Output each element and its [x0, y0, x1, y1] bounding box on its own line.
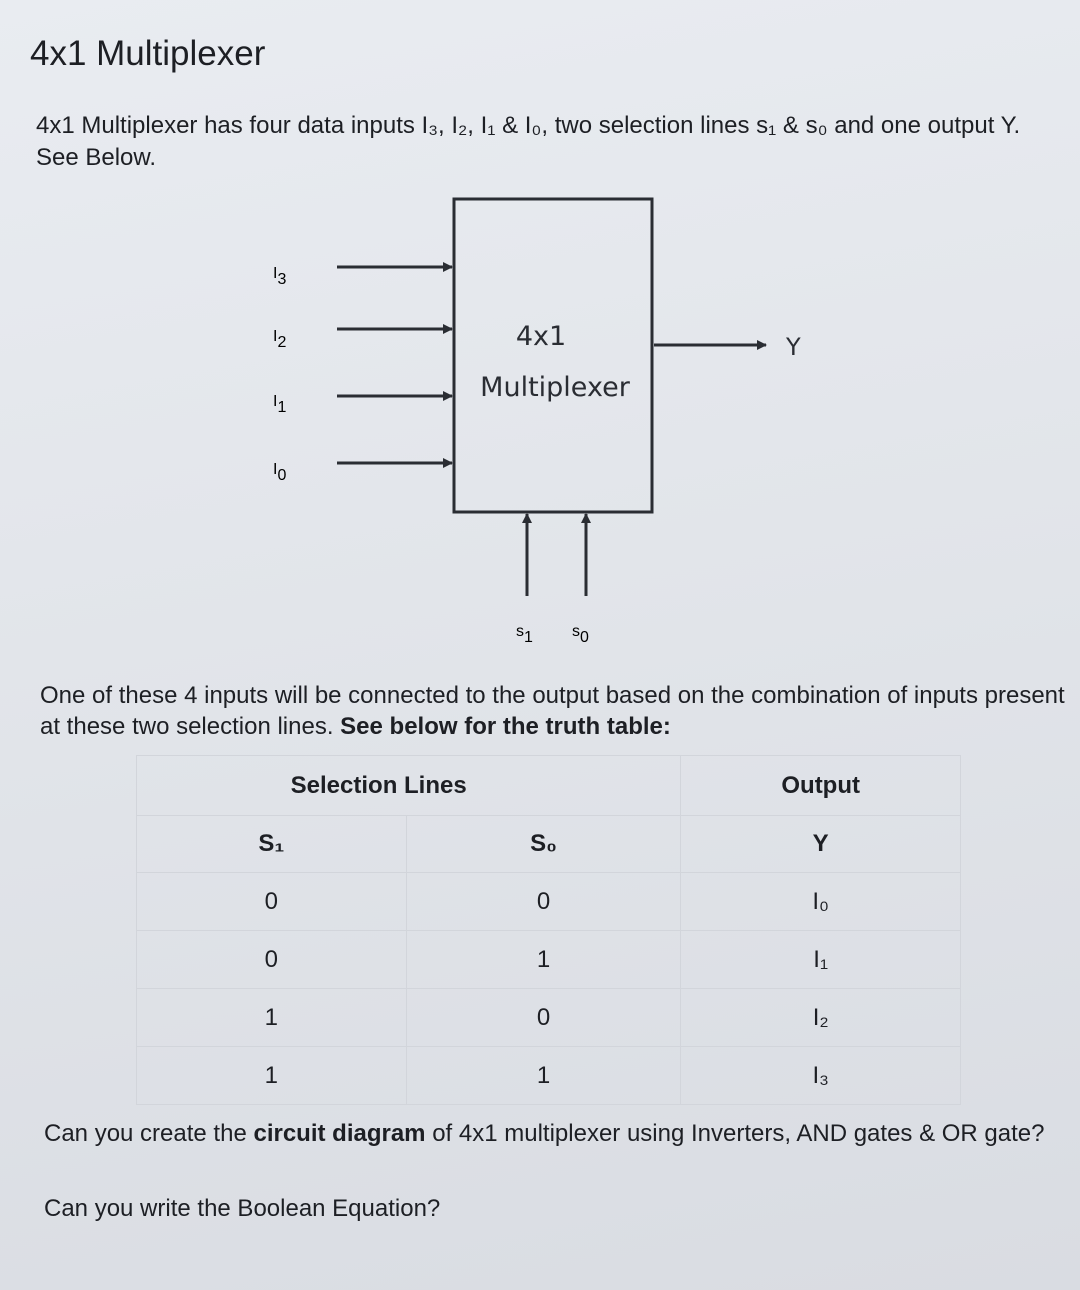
header-selection-lines: Selection Lines — [137, 756, 681, 816]
truth-table — [136, 755, 961, 1105]
cell-s0: 1 — [406, 1047, 681, 1105]
cell-s1: 0 — [137, 873, 407, 931]
truth-table-group-header — [137, 756, 961, 816]
cell-s0: 0 — [406, 873, 681, 931]
select-label-s1: s1 — [516, 623, 533, 646]
cell-y: I₃ — [681, 1047, 961, 1105]
input-label-i0: I0 — [273, 461, 287, 484]
table-row — [137, 873, 961, 931]
truth-table-column-header — [137, 816, 961, 873]
cell-y: I₁ — [681, 931, 961, 989]
question-circuit-diagram — [44, 1118, 1074, 1149]
table-row — [137, 989, 961, 1047]
cell-s1: 0 — [137, 931, 407, 989]
intro-paragraph: 4x1 Multiplexer has four data inputs I₃, I₂, I₁ & I₀, two selection lines s₁ & s₀ and one output Y. See Below. — [36, 112, 1021, 171]
cell-y: I₀ — [681, 873, 961, 931]
header-y: Y — [681, 816, 961, 873]
table-row — [137, 1047, 961, 1105]
question-boolean-equation: Can you write the Boolean Equation? — [44, 1195, 441, 1222]
cell-s1: 1 — [137, 1047, 407, 1105]
mux-block-label-line2: Multiplexer — [480, 372, 630, 403]
header-output: Output — [681, 756, 961, 816]
truth-table-intro — [40, 680, 1070, 742]
input-label-i1: I1 — [273, 393, 287, 416]
cell-s0: 0 — [406, 989, 681, 1047]
truth-table-intro-text: One of these 4 inputs will be connected to the output based on the combination of inputs present at these two selection lines. — [40, 682, 1065, 740]
mux-block — [454, 199, 652, 512]
header-s0: S₀ — [406, 816, 681, 873]
input-label-i3: I3 — [273, 265, 287, 288]
question1-text-bold: circuit diagram — [253, 1120, 426, 1147]
truth-table-intro-bold: See below for the truth table: — [340, 713, 671, 740]
question1-text-c: of 4x1 multiplexer using Inverters, AND gates & OR gate? — [425, 1120, 1045, 1147]
output-label-y: Y — [786, 333, 801, 361]
cell-s0: 1 — [406, 931, 681, 989]
question1-text-a: Can you create the — [44, 1120, 254, 1147]
cell-s1: 1 — [137, 989, 407, 1047]
input-label-i2: I2 — [273, 328, 287, 351]
select-label-s0: s0 — [572, 623, 589, 646]
cell-y: I₂ — [681, 989, 961, 1047]
header-s1: S₁ — [137, 816, 407, 873]
table-row — [137, 931, 961, 989]
page-title: 4x1 Multiplexer — [30, 34, 266, 73]
mux-block-label-line1: 4x1 — [515, 321, 567, 352]
